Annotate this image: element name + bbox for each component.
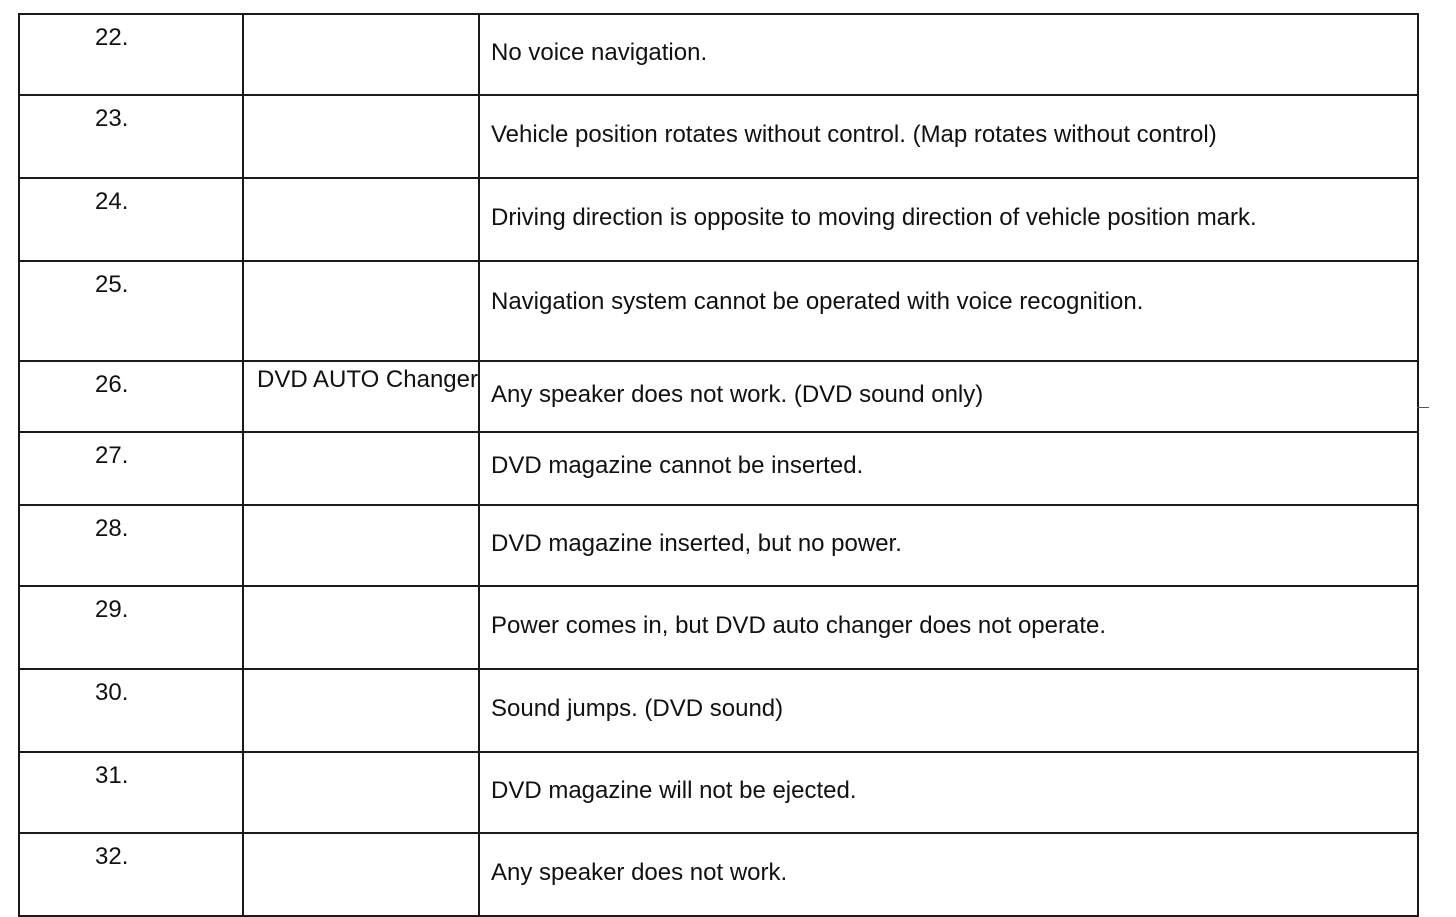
symptom-cell — [479, 361, 1418, 432]
part-name — [243, 95, 479, 178]
part-name — [243, 833, 479, 916]
symptom-cell — [479, 432, 1418, 505]
table-row — [19, 95, 1418, 178]
symptom-text: No voice navigation. — [491, 39, 708, 66]
table-row — [19, 261, 1418, 361]
row-number: 25. — [19, 261, 243, 361]
part-name — [243, 505, 479, 586]
symptom-cell — [479, 669, 1418, 752]
row-number: 30. — [19, 669, 243, 752]
symptom-cell — [479, 261, 1418, 361]
row-number: 23. — [19, 95, 243, 178]
part-name: DVD AUTO Changer — [243, 361, 479, 432]
troubleshooting-table-sheet — [18, 13, 1417, 886]
table-row — [19, 505, 1418, 586]
symptom-cell — [479, 14, 1418, 95]
row-number: 32. — [19, 833, 243, 916]
row-number: 31. — [19, 752, 243, 833]
symptom-text: DVD magazine cannot be inserted. — [491, 452, 864, 479]
table-row — [19, 669, 1418, 752]
part-name — [243, 261, 479, 361]
table-row — [19, 586, 1418, 669]
symptom-text: DVD magazine inserted, but no power. — [491, 530, 902, 557]
row-number: 26. — [19, 361, 243, 432]
scan-divider-overhang — [1417, 407, 1429, 408]
symptom-table — [18, 13, 1419, 917]
part-name — [243, 669, 479, 752]
part-name — [243, 586, 479, 669]
table-row — [19, 178, 1418, 261]
table-row — [19, 361, 1418, 432]
part-name — [243, 178, 479, 261]
row-number: 24. — [19, 178, 243, 261]
symptom-text: Any speaker does not work. — [491, 859, 788, 886]
symptom-text: Vehicle position rotates without control. (Map rotates without control) — [491, 121, 1217, 148]
row-number: 29. — [19, 586, 243, 669]
row-number: 27. — [19, 432, 243, 505]
row-number: 22. — [19, 14, 243, 95]
table-row — [19, 833, 1418, 916]
row-number: 28. — [19, 505, 243, 586]
symptom-cell — [479, 95, 1418, 178]
symptom-cell — [479, 505, 1418, 586]
symptom-text: Any speaker does not work. (DVD sound only) — [491, 381, 984, 408]
symptom-cell — [479, 178, 1418, 261]
symptom-text: Power comes in, but DVD auto changer does not operate. — [491, 612, 1107, 639]
table-row — [19, 432, 1418, 505]
symptom-cell — [479, 586, 1418, 669]
table-row — [19, 752, 1418, 833]
symptom-text: DVD magazine will not be ejected. — [491, 777, 857, 804]
symptom-text: Sound jumps. (DVD sound) — [491, 695, 784, 722]
symptom-cell — [479, 833, 1418, 916]
part-name — [243, 432, 479, 505]
symptom-text: Navigation system cannot be operated with voice recognition. — [491, 288, 1144, 315]
table-row — [19, 14, 1418, 95]
part-name — [243, 14, 479, 95]
symptom-text: Driving direction is opposite to moving direction of vehicle position mark. — [491, 204, 1257, 231]
symptom-cell — [479, 752, 1418, 833]
part-name — [243, 752, 479, 833]
